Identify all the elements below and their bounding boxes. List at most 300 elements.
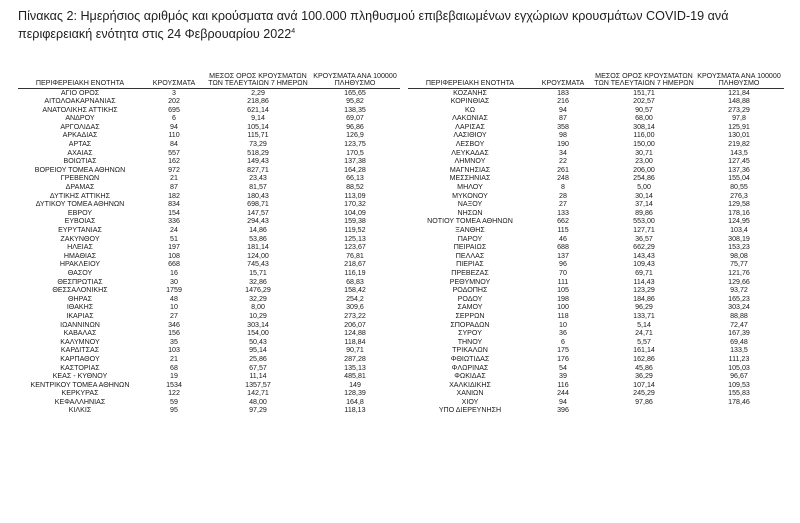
table-row [18,338,784,347]
left-cases-cell: 68 [170,363,178,372]
left-per100k-cell: 254,2 [346,294,364,303]
right-per100k-cell: 121,84 [728,88,750,97]
table-row [18,364,784,373]
left-unit-name: ΑΓΙΟ ΟΡΟΣ [60,88,100,97]
table-row [18,157,784,166]
right-avg7-cell: 107,14 [633,380,655,389]
left-per100k-cell: 149 [349,380,361,389]
left-per100k-cell: 123,67 [344,243,366,252]
right-unit-name: ΤΗΝΟΥ [457,337,483,346]
left-unit-name: ΚΕΑΣ - ΚΥΘΝΟΥ [52,372,108,381]
left-per100k-cell: 309,6 [346,303,364,312]
left-unit-name: ΑΙΤΩΛΟΑΚΑΡΝΑΝΙΑΣ [44,97,116,106]
left-per100k-cell: 118,84 [344,337,366,346]
left-cases-cell: 108 [168,251,180,260]
left-cases-cell: 48 [170,294,178,303]
right-avg7-cell: 254,86 [633,174,655,183]
left-cases-cell: 16 [170,268,178,277]
right-cases-cell: 248 [557,174,569,183]
right-cases-cell: 133 [557,208,569,217]
left-avg7-cell: 50,43 [249,337,267,346]
left-avg7-cell: 97,29 [249,406,267,415]
right-unit-name: ΜΑΓΝΗΣΙΑΣ [449,165,491,174]
right-avg7-cell: 150,00 [633,140,655,149]
right-unit-name: ΦΘΙΩΤΙΔΑΣ [450,354,490,363]
left-avg7-cell: 8,00 [251,303,265,312]
col-header-unit: ΠΕΡΙΦΕΡΕΙΑΚΗ ΕΝΟΤΗΤΑ [18,59,142,88]
right-unit-name: ΚΟΖΑΝΗΣ [453,88,487,97]
left-cases-cell: 1759 [166,286,182,295]
table-row [18,381,784,390]
right-avg7-cell: 202,57 [633,97,655,106]
right-unit-name: ΛΑΚΩΝΙΑΣ [452,114,488,123]
left-unit-name: ΚΑΡΔΙΤΣΑΣ [60,346,100,355]
left-avg7-cell: 1357,57 [245,380,271,389]
table-row [18,88,784,97]
left-unit-name: ΔΥΤΙΚΟΥ ΤΟΜΕΑ ΑΘΗΝΩΝ [35,200,125,209]
right-unit-name: ΛΕΣΒΟΥ [455,140,485,149]
left-per100k-cell: 164,8 [346,397,364,406]
right-unit-name: ΜΥΚΟΝΟΥ [452,191,488,200]
right-cases-cell: 39 [559,372,567,381]
left-cases-cell: 10 [170,303,178,312]
right-cases-cell: 6 [561,337,565,346]
right-per100k-cell: 93,72 [730,286,748,295]
left-unit-name: ΒΟΙΩΤΙΑΣ [63,157,97,166]
right-avg7-cell: 96,29 [635,303,653,312]
right-avg7-cell: 116,00 [633,131,655,140]
right-cases-cell: 261 [557,165,569,174]
right-cases-cell: 100 [557,303,569,312]
right-avg7-cell: 133,71 [633,311,655,320]
right-avg7-cell: 69,71 [635,268,653,277]
right-cases-cell: 198 [557,294,569,303]
left-per100k-cell: 96,86 [346,122,364,131]
left-avg7-cell: 827,71 [247,165,269,174]
left-avg7-cell: 181,14 [247,243,269,252]
right-cases-cell: 216 [557,97,569,106]
right-per100k-cell: 88,88 [730,311,748,320]
left-cases-cell: 3 [172,88,176,97]
right-avg7-cell: 5,14 [637,320,651,329]
table-row [18,114,784,123]
left-per100k-cell: 68,83 [346,277,364,286]
right-per100k-cell: 96,67 [730,372,748,381]
left-unit-name: ΗΜΑΘΙΑΣ [63,251,97,260]
right-per100k-cell: 105,03 [728,363,750,372]
right-avg7-cell: 5,57 [637,337,651,346]
left-avg7-cell: 149,43 [247,157,269,166]
right-avg7-cell: 127,71 [633,226,655,234]
right-cases-cell: 87 [559,114,567,123]
right-avg7-cell: 45,86 [635,363,653,372]
right-per100k-cell: 273,29 [728,105,750,114]
table-row [18,149,784,158]
right-per100k-cell: 276,3 [730,191,748,200]
left-unit-name: ΚΑΡΠΑΘΟΥ [60,354,100,363]
right-cases-cell: 10 [559,320,567,329]
left-avg7-cell: 11,14 [249,372,267,381]
left-avg7-cell: 48,00 [249,397,267,406]
left-unit-name: ΓΡΕΒΕΝΩΝ [60,174,100,183]
right-per100k-cell: 155,04 [728,174,750,183]
left-avg7-cell: 147,57 [247,208,269,217]
right-avg7-cell: 36,57 [635,234,653,243]
left-per100k-cell: 128,39 [344,389,366,398]
right-unit-name: ΜΕΣΣΗΝΙΑΣ [449,174,491,183]
left-cases-cell: 84 [170,140,178,149]
right-unit-name: ΚΩ [464,105,476,114]
left-unit-name: ΑΡΚΑΔΙΑΣ [62,131,98,140]
table-row [18,97,784,106]
left-avg7-cell: 115,71 [247,131,269,140]
right-per100k-cell: 103,4 [730,226,748,234]
left-per100k-cell: 158,42 [344,286,366,295]
right-cases-cell: 54 [559,363,567,372]
left-per100k-cell: 116,19 [344,268,366,277]
table-row [18,346,784,355]
right-unit-name: ΛΑΣΙΘΙΟΥ [453,131,487,140]
right-unit-name: ΥΠΟ ΔΙΕΡΕΥΝΗΣΗ [438,406,502,415]
right-cases-cell: 662 [557,217,569,226]
left-avg7-cell: 180,43 [247,191,269,200]
right-cases-cell: 27 [559,200,567,209]
left-cases-cell: 182 [168,191,180,200]
left-cases-cell: 154 [168,208,180,217]
table-row [18,226,784,235]
left-unit-name: ΙΚΑΡΙΑΣ [66,311,94,320]
table-caption [18,7,793,43]
right-per100k-cell: 155,83 [728,389,750,398]
left-cases-cell: 834 [168,200,180,209]
right-per100k-cell: 69,48 [730,337,748,346]
left-per100k-cell: 95,82 [346,97,364,106]
left-per100k-cell: 485,81 [344,372,366,381]
right-cases-cell: 70 [559,268,567,277]
right-per100k-cell: 178,16 [728,208,750,217]
caption-text: Πίνακας 2: Ημερήσιος αριθμός και κρούσματα ανά 100.000 πληθυσμού επιβεβαιωμένων εγχώριων κρουσμάτων COVID-19 ανά περιφερειακή ενότητα στις 24 Φεβρουαρίου 2022 [18,9,729,41]
table-row [18,131,784,140]
right-avg7-cell: 206,00 [633,165,655,174]
table-row [18,389,784,398]
left-avg7-cell: 518,29 [247,148,269,157]
left-cases-cell: 557 [168,148,180,157]
left-cases-cell: 197 [168,243,180,252]
left-unit-name: ΒΟΡΕΙΟΥ ΤΟΜΕΑ ΑΘΗΝΩΝ [34,165,126,174]
table-row [18,235,784,244]
right-avg7-cell: 662,29 [633,243,655,252]
table-row [18,312,784,321]
left-unit-name: ΗΛΕΙΑΣ [67,243,93,252]
left-cases-cell: 6 [172,114,176,123]
left-per100k-cell: 135,13 [344,363,366,372]
left-avg7-cell: 2,29 [251,88,265,97]
right-unit-name: ΛΑΡΙΣΑΣ [455,122,485,131]
col-header-unit-right: ΠΕΡΙΦΕΡΕΙΑΚΗ ΕΝΟΤΗΤΑ [408,59,532,88]
table-row [18,209,784,218]
right-per100k-cell: 137,36 [728,165,750,174]
left-per100k-cell: 124,88 [344,329,366,338]
right-unit-name: ΡΕΘΥΜΝΟΥ [449,277,491,286]
left-cases-cell: 972 [168,165,180,174]
right-avg7-cell: 123,29 [633,286,655,295]
right-cases-cell: 118 [557,311,569,320]
right-per100k-cell [694,406,784,415]
left-cases-cell: 695 [168,105,180,114]
left-unit-name: ΑΧΑΙΑΣ [67,148,93,157]
right-cases-cell: 183 [557,88,569,97]
table-row [18,174,784,183]
table-row [18,286,784,295]
left-cases-cell: 35 [170,337,178,346]
right-avg7-cell: 68,00 [635,114,653,123]
right-avg7-cell: 24,71 [635,329,653,338]
right-unit-name: ΠΙΕΡΙΑΣ [456,260,484,269]
right-avg7-cell: 30,14 [635,191,653,200]
table-row [18,140,784,149]
left-avg7-cell: 124,00 [247,251,269,260]
left-avg7-cell: 73,29 [249,140,267,149]
right-per100k-cell: 97,8 [732,114,746,123]
left-avg7-cell: 32,29 [249,294,267,303]
right-avg7-cell: 90,57 [635,105,653,114]
left-per100k-cell: 165,65 [344,88,366,97]
col-header-per100k-right: ΚΡΟΥΣΜΑΤΑ ΑΝΑ 100000 ΠΛΗΘΥΣΜΟ [694,59,784,88]
left-per100k-cell: 104,09 [344,208,366,217]
left-avg7-cell: 154,00 [247,329,269,338]
left-avg7-cell: 698,71 [247,200,269,209]
right-unit-name: ΠΡΕΒΕΖΑΣ [451,268,489,277]
left-cases-cell: 24 [170,226,178,234]
right-cases-cell: 94 [559,105,567,114]
left-cases-cell: 110 [168,131,180,140]
right-per100k-cell: 75,77 [730,260,748,269]
left-avg7-cell: 218,86 [247,97,269,106]
left-unit-name: ΑΡΓΟΛΙΔΑΣ [60,122,100,131]
right-per100k-cell: 165,23 [728,294,750,303]
right-unit-name: ΠΕΛΛΑΣ [455,251,485,260]
right-unit-name: ΡΟΔΟΠΗΣ [452,286,488,295]
right-cases-cell: 22 [559,157,567,166]
left-unit-name: ΕΥΒΟΙΑΣ [64,217,96,226]
footnote-marker: 4 [291,27,296,35]
left-avg7-cell: 303,14 [247,320,269,329]
right-cases-cell: 176 [557,354,569,363]
left-per100k-cell: 69,07 [346,114,364,123]
right-cases-cell: 28 [559,191,567,200]
right-cases-cell: 46 [559,234,567,243]
left-avg7-cell: 294,43 [247,217,269,226]
left-cases-cell: 30 [170,277,178,286]
right-cases-cell: 96 [559,260,567,269]
header-row [18,59,784,88]
right-per100k-cell: 98,08 [730,251,748,260]
left-unit-name: ΘΗΡΑΣ [68,294,92,303]
right-unit-name: ΛΕΥΚΑΔΑΣ [451,148,489,157]
right-cases-cell: 137 [557,251,569,260]
left-unit-name: ΕΒΡΟΥ [67,208,93,217]
table-row [18,398,784,407]
col-header-avg7: ΜΕΣΟΣ ΟΡΟΣ ΚΡΟΥΣΜΑΤΩΝ ΤΩΝ ΤΕΛΕΥΤΑΙΩΝ 7 ΗΜΕΡΩΝ [206,59,310,88]
left-unit-name: ΚΑΛΥΜΝΟΥ [60,337,100,346]
right-cases-cell: 111 [557,277,569,286]
right-per100k-cell: 121,76 [728,268,750,277]
left-per100k-cell: 125,13 [344,234,366,243]
right-cases-cell: 115 [557,226,569,234]
left-unit-name: ΚΕΝΤΡΙΚΟΥ ΤΟΜΕΑ ΑΘΗΝΩΝ [30,380,130,389]
right-unit-name: ΦΩΚΙΔΑΣ [454,372,486,381]
right-unit-name: ΧΑΛΚΙΔΙΚΗΣ [449,380,491,389]
right-per100k-cell: 130,01 [728,131,750,140]
right-per100k-cell: 167,39 [728,329,750,338]
right-cases-cell: 105 [557,286,569,295]
right-unit-name: ΡΟΔΟΥ [457,294,483,303]
right-cases-cell: 688 [557,243,569,252]
left-avg7-cell: 32,86 [249,277,267,286]
left-cases-cell: 202 [168,97,180,106]
left-cases-cell: 19 [170,372,178,381]
left-unit-name: ΔΡΑΜΑΣ [65,183,95,192]
table-row [18,269,784,278]
right-avg7-cell: 30,71 [635,148,653,157]
left-cases-cell: 21 [170,174,178,183]
covid-cases-table [18,59,784,415]
right-avg7-cell: 114,43 [633,277,655,286]
left-per100k-cell: 170,5 [346,148,364,157]
left-per100k-cell: 138,35 [344,105,366,114]
right-unit-name: ΝΟΤΙΟΥ ΤΟΜΕΑ ΑΘΗΝΩΝ [427,217,513,226]
right-avg7-cell: 37,14 [635,200,653,209]
right-avg7-cell: 143,43 [633,251,655,260]
right-per100k-cell: 72,47 [730,320,748,329]
right-cases-cell: 8 [561,183,565,192]
right-avg7-cell: 161,14 [633,346,655,355]
left-cases-cell: 59 [170,397,178,406]
table-row [18,303,784,312]
left-unit-name: ΘΕΣΠΡΩΤΙΑΣ [57,277,103,286]
right-unit-name: ΝΑΞΟΥ [457,200,483,209]
left-per100k-cell: 273,22 [344,311,366,320]
right-per100k-cell: 143,5 [730,148,748,157]
table-row [18,217,784,226]
left-per100k-cell: 90,71 [346,346,364,355]
right-per100k-cell: 111,23 [728,354,750,363]
right-per100k-cell: 308,19 [728,234,750,243]
left-per100k-cell: 170,32 [344,200,366,209]
table-row [18,123,784,132]
left-unit-name: ΚΑΣΤΟΡΙΑΣ [60,363,100,372]
left-cases-cell: 122 [168,389,180,398]
right-avg7-cell: 162,86 [633,354,655,363]
left-per100k-cell: 88,52 [346,183,364,192]
left-avg7-cell: 23,43 [249,174,267,183]
right-avg7-cell: 245,29 [633,389,655,398]
right-unit-name: ΛΗΜΝΟΥ [454,157,486,166]
table-row [18,406,784,415]
left-cases-cell: 27 [170,311,178,320]
right-unit-name: ΦΛΩΡΙΝΑΣ [451,363,489,372]
left-unit-name: ΕΥΡΥΤΑΝΙΑΣ [58,226,102,234]
left-per100k-cell: 218,67 [344,260,366,269]
left-avg7-cell: 95,14 [249,346,267,355]
right-per100k-cell: 303,24 [728,303,750,312]
left-avg7-cell: 9,14 [251,114,265,123]
left-unit-name: ΚΙΛΚΙΣ [68,406,92,415]
right-unit-name: ΤΡΙΚΑΛΩΝ [452,346,488,355]
left-per100k-cell: 159,38 [344,217,366,226]
left-avg7-cell: 81,57 [249,183,267,192]
right-per100k-cell: 129,66 [728,277,750,286]
table-row [18,295,784,304]
left-per100k-cell: 119,52 [344,226,366,234]
left-unit-name: ΑΝΔΡΟΥ [65,114,95,123]
right-unit-name: ΣΠΟΡΑΔΩΝ [450,320,490,329]
left-avg7-cell: 10,29 [249,311,267,320]
left-unit-name: ΔΥΤΙΚΗΣ ΑΤΤΙΚΗΣ [49,191,111,200]
right-per100k-cell: 219,82 [728,140,750,149]
left-cases-cell: 103 [168,346,180,355]
left-per100k-cell: 118,13 [344,406,366,415]
table-row [18,321,784,330]
right-avg7-cell: 308,14 [633,122,655,131]
left-per100k-cell: 126,9 [346,131,364,140]
right-avg7-cell: 89,86 [635,208,653,217]
table-row [18,252,784,261]
col-header-cases: ΚΡΟΥΣΜΑΤΑ [142,59,206,88]
left-cases-cell: 162 [168,157,180,166]
right-unit-name: ΧΑΝΙΩΝ [456,389,484,398]
left-cases-cell: 21 [170,354,178,363]
left-cases-cell: 1534 [166,380,182,389]
table-row [18,200,784,209]
right-cases-cell: 190 [557,140,569,149]
left-cases-cell: 346 [168,320,180,329]
right-avg7-cell: 97,86 [635,397,653,406]
right-per100k-cell: 178,46 [728,397,750,406]
right-unit-name: ΣΑΜΟΥ [457,303,483,312]
right-per100k-cell: 109,53 [728,380,750,389]
left-cases-cell: 336 [168,217,180,226]
left-avg7-cell: 67,57 [249,363,267,372]
right-avg7-cell: 109,43 [633,260,655,269]
left-per100k-cell: 287,28 [344,354,366,363]
right-per100k-cell: 129,58 [728,200,750,209]
right-unit-name: ΣΥΡΟΥ [458,329,482,338]
col-header-cases-right: ΚΡΟΥΣΜΑΤΑ [532,59,594,88]
left-cases-cell: 95 [170,406,178,415]
left-cases-cell: 94 [170,122,178,131]
right-cases-cell: 396 [557,406,569,415]
right-unit-name: ΠΑΡΟΥ [457,234,483,243]
table-row [18,106,784,115]
right-avg7-cell: 5,00 [637,183,651,192]
left-per100k-cell: 206,07 [344,320,366,329]
right-per100k-cell: 153,23 [728,243,750,252]
left-avg7-cell: 15,71 [249,268,267,277]
left-cases-cell: 87 [170,183,178,192]
table-row [18,372,784,381]
right-avg7-cell: 36,29 [635,372,653,381]
left-unit-name: ΚΕΦΑΛΛΗΝΙΑΣ [54,397,106,406]
left-unit-name: ΖΑΚΥΝΘΟΥ [60,234,100,243]
right-cases-cell: 116 [557,380,569,389]
right-avg7-cell: 553,00 [633,217,655,226]
left-avg7-cell: 25,86 [249,354,267,363]
right-cases-cell: 98 [559,131,567,140]
right-per100k-cell: 133,5 [730,346,748,355]
right-unit-name: ΣΕΡΡΩΝ [455,311,485,320]
table-row [18,166,784,175]
